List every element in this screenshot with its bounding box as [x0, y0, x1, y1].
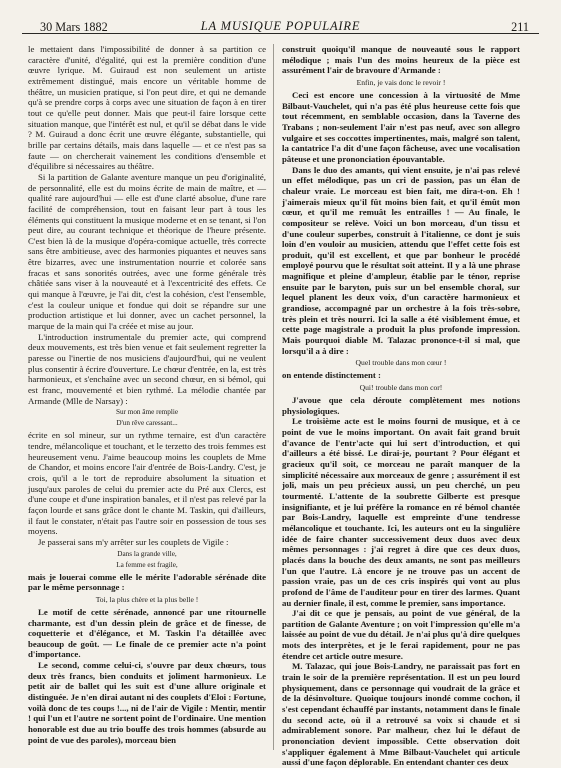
paragraph: on entende distinctement :	[282, 370, 381, 381]
verse-line: D'un rêve caressant...	[116, 419, 178, 428]
paragraph: Ceci est encore une concession à la virtuosité de Mme Bilbaut-Vauchelet, qui n'a pas été plus heureuse cette fois que tout récemment, en semblable occasion, dans la Taverne des Trabans ; non-seulement l'air n'est pas neuf, avec son allegro vulgaire et ses coccottes impertinentes, mais, malgré son talent, la cantatrice l'a dit d'une façon fâcheuse, avec une vocalisation pâteuse et une prononciation épouvantable.	[282, 89, 520, 164]
paragraph: M. Talazac, qui joue Bois-Landry, ne paraissait pas fort en train le soir de la première représentation. Il est un peu lourd physiquement, dans ce personnage qui voudrait de la grâce et de la désinvolture. Quoique toujours inondé comme cochon, il s'est cependant échauffé par instants, notamment dans le finale du second acte, où il a retrouvé sa voix si chaude et si admirablement sonore. Par malheur, chez lui le défaut de prononciation devient impossible. Cette observation doit s'appliquer également à Mme Bilbaut-Vauchelet qui articule aussi d'une façon déplorable. En entendant chanter ces deux	[282, 661, 520, 768]
paragraph: Le troisième acte est le moins fourni de musique, et à ce point de vue le moins important. On avait fait grand bruit d'avance de l'entr'acte qui lui sert d'introduction, et qui d'ailleurs a été bissé. Le dirai-je, pourtant ? Pour élégant et gracieux qu'il soit, ce morceau ne paraît manquer de la simplicité nécessaire aux morceaux de genre ; assurément il est joli, mais un peu précieux aussi, un peu cherché, un peu tourmenté. L'attente de la soubrette Gilberte est presque insignifiante, et je lui préfère la romance en ré bémol chantée par Bois-Landry, laquelle est empreinte d'une tendresse mélancolique et touchante. Ici, les auteurs ont eu la singulière idée de faire chanter successivement deux duos avec deux mêmes personnages : j'ai regret à dire que ces deux duos, placés dans la bouche des deux amants, ne sont pas meilleurs l'un que l'autre. Là encore je ne trouve pas un accent de passion vraie, pas un de ces cris inspirés qui vont au plus profond de l'âme de l'auditeur pour en tirer des larmes. Quant au dernier finale, il est, comme le premier, sans importance.	[282, 416, 520, 608]
paragraph: L'introduction instrumentale du premier acte, qui comprend deux mouvements, est très bien venue et fait seulement regretter la paresse ou l'inertie de nos musiciens d'aujourd'hui, qui ne veulent plus consentir à écrire d'ouverture. Le chœur d'entrée, en la, est très harmonieux, et s'enchaîne avec un second chœur, en si bémol, qui est franc, mouvementé et bien rythmé. La mélodie chantée par Armande (Mlle de Narsay) :	[28, 331, 266, 406]
header-rule	[22, 33, 539, 34]
page-header	[22, 13, 539, 39]
issue-date: 30 Mars 1882	[40, 20, 108, 34]
paragraph: Si la partition de Galante aventure manque un peu d'originalité, de personnalité, elle est du moins écrite de main de maître, et — qualité rare aujourd'hui — elle est d'une clarté absolue, d'une rare facilité de compréhension, tout en faisant leur part à tous les éléments qui constituent la musique moderne et en se tenant, si l'on peut dire, au courant technique et théorique de l'heure présente. C'est bien là de la musique d'opéra-comique actuelle, très correcte sans être ambitieuse, avec des harmonies piquantes et neuves sans être bizarres, avec une instrumentation nourrie et colorée sans fracas et sans sonorités outrées, avec une forme générale très châtiée sans viser à la nouveauté et à l'excentricité des effets. Ce qui manque à l'œuvre, je l'ai dit, c'est la cohésion, c'est l'ensemble, c'est la couleur unique et fondue qui doit se répandre sur une production artistique et lui donner, avec un cachet personnel, la marque de la main qui l'a créée et mise au jour.	[28, 171, 266, 332]
paragraph: Je passerai sans m'y arrêter sur les couplets de Vigile :	[38, 536, 229, 547]
paragraph: écrite en sol mineur, sur un rythme ternaire, est d'un caractère tendre, mélancolique et touchant, et le terzetto des trois femmes est heureusement venu. J'aime beaucoup moins les couplets de Mme de Chandor, et moins encore l'air d'entrée de Bois-Landry. C'est, je crois, qu'il a le tort de reproduire absolument la situation et jusqu'aux paroles de celui du premier acte du Pré aux Clercs, est d'une coupe et d'une inspiration banales, et il n'est pas relevé par la façon lourde et sans grâce dont le chante M. Taskin, qui d'ailleurs, il faut le constater, n'était pas l'autre soir en possession de tous ses moyens.	[28, 430, 266, 537]
publication-title: LA MUSIQUE POPULAIRE	[200, 19, 361, 33]
paragraph: mais je louerai comme elle le mérite l'adorable sérénade dite par le même personnage :	[28, 571, 266, 593]
paragraph: Dans le duo des amants, qui vient ensuite, je n'ai pas relevé un effet mélodique, pas un cri de passion, pas un élan de chaleur vraie. Le morceau est bien fait, me dira-t-on. Eh ! j'aimerais mieux qu'il fût moins bien fait, et qu'il émût mon cœur, et qu'il me remuât les entrailles ! — Au finale, le compositeur se relève. Voici un bon morceau, d'un tissu et d'une couleur superbes, construit à l'italienne, ce dont je suis loin d'en vouloir au musicien, attendu que l'effet cette fois est produit, qu'il est excellent, et que par bonheur le procédé employé pourvu que le résultat soit atteint. Il y a là une phrase magnifique et pleine d'ampleur, établie par le ténor, reprise ensuite par le baryton, puis sur un bel ensemble choral, sur lequel planent les deux voix, d'un caractère harmonieux et grandiose, accompagné par un orchestre à la fois très-sobre, très plein et très nourri. Ici la salle a été visiblement émue, et cette page magistrale a produit la plus profonde impression. Mais pourquoi diable M. Talazac prononce-t-il si mal, que lorsqu'il a à dire :	[282, 164, 520, 356]
paragraph: Le motif de cette sérénade, annoncé par une ritournelle charmante, est d'un dessin plein de grâce et de finesse, de coquetterie et d'élégance, et M. Taskin l'a détaillée avec beaucoup de goût. — Le finale de ce premier acte n'a point d'importance.	[28, 606, 266, 660]
paragraph: construit quoiqu'il manque de nouveauté sous le rapport mélodique ; mais l'un des moins heureux de la pièce est assurément l'air de bravoure d'Armande :	[282, 44, 520, 76]
verse-line: Dans la grande ville,	[117, 549, 177, 558]
paragraph: le mettaient dans l'impossibilité de donner à sa partition ce caractère d'unité, d'égalité, qui est la première condition d'une œuvre lyrique. M. Guiraud est non seulement un artiste extrêmement distingué, mais encore un véritable homme de théâtre, un musicien pratique, si l'on peut dire, et qui ne demande qu'à se prendre corps à corps avec une situation de façon à en tirer tout ce qu'elle peut donner. Mais que peut-il faire lorsque cette situation manque, que l'intérêt est nul, et qu'il se débat dans le vide ? M. Guiraud a donc écrit une œuvre élégante, substantielle, qui brille par certains détails, mais dans laquelle — et ce n'est pas sa faute — on chercherait vainement les conditions d'ensemble et d'équilibre si nécessaires au théâtre.	[28, 44, 266, 172]
paragraph: Le second, comme celui-ci, s'ouvre par deux chœurs, tous deux très francs, bien conduits et joliment harmonieux. Le petit air de ballet qui les suit est d'une allure originale et distinguée. Je n'en dirai autant ni des couplets d'Eloi : Fortune, voilà donc de tes coups !..., ni de l'air de Vigile : Mentir, mentir ! qui l'un et l'autre ne sortent point de l'ordinaire. Une mention honorable est due au trio bouffe des trois hommes (absurde au point de vue des paroles), morceau bien	[28, 660, 266, 745]
left-column	[28, 44, 266, 750]
quoted-line: Enfin, je vais donc le revoir !	[356, 77, 446, 87]
right-column	[282, 44, 520, 768]
quoted-line: Qui! trouble dans mon cor!	[359, 383, 443, 393]
verse-line: La femme est fragile,	[116, 560, 178, 569]
paragraph: J'avoue que cela déroute complètement mes notions physiologiques.	[282, 395, 520, 416]
column-separator	[273, 44, 274, 750]
quoted-line: Quel trouble dans mon cœur !	[355, 358, 447, 368]
page-number: 211	[511, 20, 529, 34]
quoted-line: Toi, la plus chère et la plus belle !	[95, 594, 199, 604]
verse-line: Sur mon âme remplie	[115, 408, 179, 417]
paragraph: J'ai dit ce que je pensais, au point de vue général, de la partition de Galante Aventure ; on voit l'impression qu'elle m'a laissée au point de vue du détail. Je n'ai plus qu'à dire quelques mots des interprètes, et je le ferai rapidement, pour ne pas étendre cet article outre mesure.	[282, 608, 520, 661]
